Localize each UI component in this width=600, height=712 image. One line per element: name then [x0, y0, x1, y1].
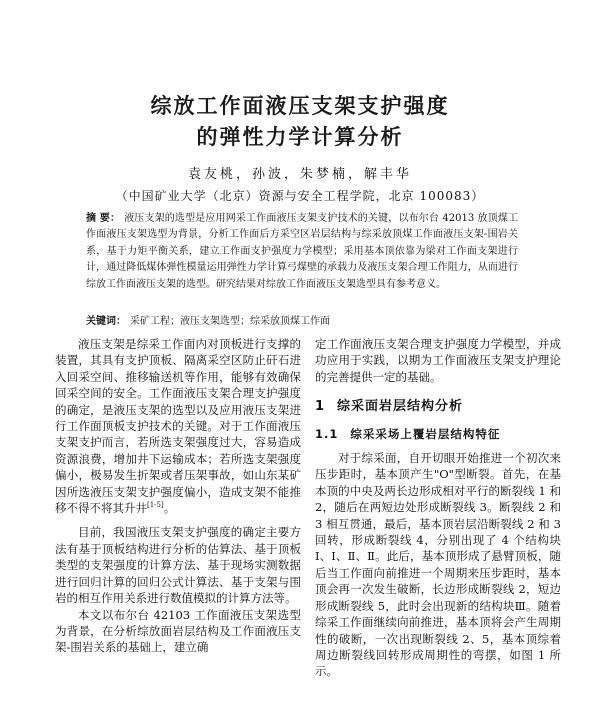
keywords-label: 关键词： — [86, 316, 126, 327]
abstract-label: 摘 要： — [86, 213, 121, 224]
affiliation: （中国矿业大学（北京）资源与安全工程学院，北京 100083） — [115, 189, 485, 203]
keywords — [86, 314, 518, 330]
paragraph — [55, 336, 301, 516]
abstract-text: 液压支架的选型是应用网采工作面液压支架支护技术的关键，以布尔台 42013 放顶煤工作面液压支架选型为背景，分析工作面后方采空区岩层结构与综采放顶煤工作面液压支架-围岩关系，基于力矩平衡关系，建立工作面支护强度力学模型；采用基本顶依靠为梁对工作面支架进行计，通过降低煤体弹性模量运用弹性力学计算弓煤壁的承载力及液压支架合理工作阻力，从而进行综放工作面液压支架的选型。研究结果对综放工作面液压支架选型具有参考意义。 — [86, 213, 519, 290]
left-column — [55, 336, 301, 656]
paragraph-text: 液压支架是综采工作面内对顶板进行支撑的装置，其具有支护顶板、隔离采空区防止矸石进入回采空间、推移输送机等作用，能够有效确保回采空间的安全。工作面液压支架合理支护强度的确定，是液压支架的选型以及应用液压支架进行工作面顶板支护技术的关键。对于工作面液压支架支护而言，若所选支架强度过大，容易造成资源浪费，增加井下运输成本；若所选支架强度偏小，极易发生折架或者压架事故，如山东某矿因所选液压支架支护强度偏小，造成支架不能推移不得不将其升井 — [55, 337, 301, 516]
paragraph-end: 。 — [163, 501, 176, 516]
keywords-text: 采矿工程；液压支架选型；综采放顶煤工作面 — [130, 316, 330, 327]
citation: [1-5] — [147, 501, 164, 510]
subsection-number: 1.1 — [315, 426, 339, 441]
authors: 袁友桃，孙波，朱梦楠，解丰华 — [187, 167, 412, 182]
subsection-heading — [315, 426, 561, 442]
section-number: 1 — [315, 399, 326, 415]
right-column — [315, 336, 561, 680]
paragraph: 目前，我国液压支架支护强度的确定主要方法有基于顶板结构进行分析的估算法、基于顶板类型的支架强度的计算方法、基于现场实测数据进行回归计算的回归公式计算法、基于支架与围岩的相互作用关系进行数值模拟的计算方法等。 — [55, 525, 301, 606]
section-heading — [315, 399, 561, 415]
paper-title-line-2: 的弹性力学计算分析 — [196, 125, 404, 149]
abstract — [86, 211, 518, 293]
paragraph: 本文以布尔台 42103 工作面液压支架选型为背景，在分析综放面岩层结构及工作面液压支架-围岩关系的基础上，建立确 — [55, 607, 301, 655]
paragraph: 对于综采面，自开切眼开始推进一个初次来压步距时，基本顶产生"O"型断裂。首先，在基本顶的中央及两长边形成相对平行的断裂线 1 和 2，随后在两短边处形成断裂线 3。断裂线 2 和 3 相互贯通，最后，基本顶岩层沿断裂线 2 和 3 回转，形成断裂线 4，分别出现了 4 个结构块 Ⅰ、Ⅰ、Ⅱ、Ⅱ。此后，基本顶形成了悬臂顶板，随后当工作面向前推进一个周期来压步距时，基本顶会再一次发生破断，长边形成断裂线 2，短边形成断裂线 5，此时会出现新的结构块Ⅲ。随着综采工作面继续向前推进，基本顶将会产生周期性的破断，一次出现断裂线 2、5，基本顶综着周边断裂线回转形成周期性的弯摆，如图 1 所示。 — [315, 451, 561, 679]
section-title: 综采面岩层结构分析 — [337, 399, 464, 415]
paragraph: 定工作面液压支架合理支护强度力学模型，并成功应用于实践，以期为工作面液压支架支护理论的完善提供一定的基础。 — [315, 337, 561, 384]
subsection-title: 综采采场上覆岩层结构特征 — [350, 426, 501, 441]
paper-title-line-1: 综放工作面液压支架支护强度 — [150, 94, 450, 118]
